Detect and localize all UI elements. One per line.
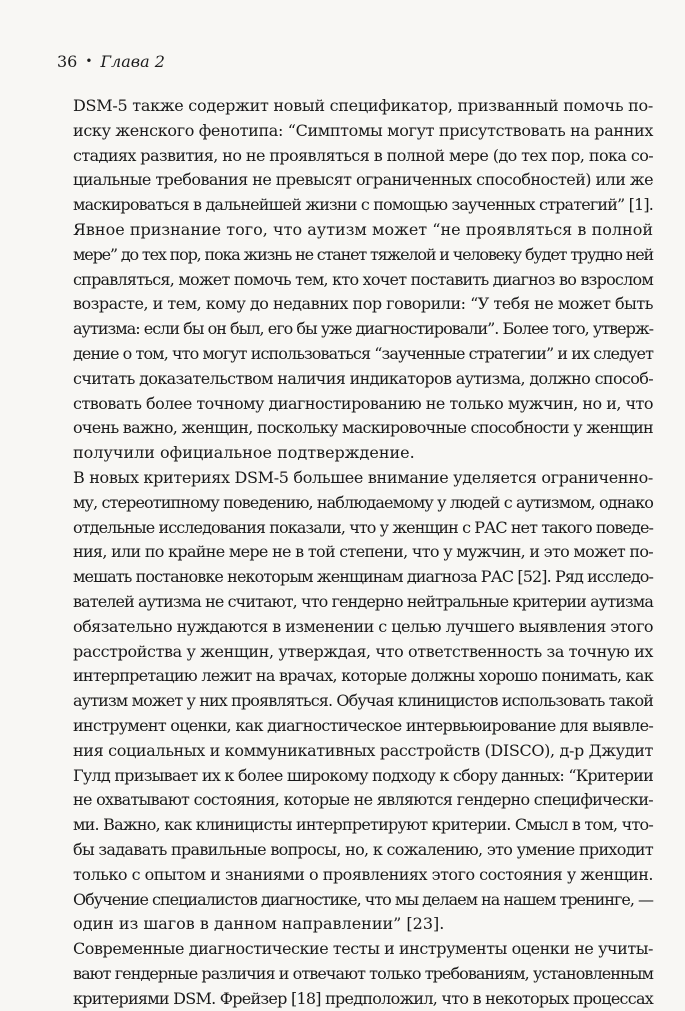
text-line: отдельные исследования показали, что у женщин с РАС нет такого поведе-	[73, 517, 653, 537]
text-line: DSM-5 также содержит новый спецификатор, призванный помочь по-	[73, 96, 654, 115]
text-line: аутизм может у них проявляться. Обучая клиницистов использовать такой	[73, 691, 653, 711]
chapter-title: Глава 2	[100, 52, 165, 71]
page-number: 36	[57, 52, 78, 71]
text-line: ния, или по крайне мере не в той степени, что у мужчин, и это может по-	[73, 542, 653, 562]
text-line: не охватывают состояния, которые не являются гендерно специфически-	[73, 790, 653, 810]
text-line: обязательно нуждаются в изменении с целью лучшего выявления этого	[73, 616, 653, 636]
text-line: аутизма: если бы он был, его бы уже диагностировали”. Более того, утверж-	[73, 319, 654, 339]
text-line: ния социальных и коммуникативных расстройств (DISCO), д-р Джудит	[73, 740, 653, 760]
text-line: интерпретацию лежит на врачах, которые должны хорошо понимать, как	[73, 666, 653, 686]
text-line: вателей аутизма не считают, что гендерно нейтральные критерии аутизма	[73, 591, 653, 611]
text-line: получили официальное подтверждение.	[73, 443, 415, 463]
text-line: Современные диагностические тесты и инструменты оценки не учиты-	[73, 939, 653, 959]
text-line: ми. Важно, как клиницисты интерпретируют критерии. Смысл в том, что-	[73, 815, 654, 835]
body-text	[73, 94, 653, 1011]
text-line: ствовать более точному диагностированию не только мужчин, но и, что	[73, 393, 653, 413]
text-line: расстройства у женщин, утверждая, что ответственность за точную их	[73, 641, 654, 661]
text-line: маскироваться в дальнейшей жизни с помощью заученных стратегий” [1].	[73, 195, 654, 215]
text-line: считать доказательством наличия индикаторов аутизма, должно способ-	[73, 368, 653, 388]
text-line: му, стереотипному поведению, наблюдаемому у людей с аутизмом, однако	[73, 492, 654, 512]
text-line: вают гендерные различия и отвечают только требованиям, установленным	[73, 963, 654, 983]
text-line: возрасте, и тем, кому до недавних пор говорили: “У тебя не может быть	[73, 294, 653, 314]
paragraph	[73, 94, 653, 218]
text-line: В новых критериях DSM-5 большее внимание уделяется ограниченно-	[73, 467, 653, 487]
text-line: дение о том, что могут использоваться “заученные стратегии” и их следует	[73, 343, 653, 363]
text-line: иску женского фенотипа: “Симптомы могут присутствовать на ранних	[73, 120, 653, 140]
header-bullet: •	[85, 54, 93, 68]
page-header	[57, 52, 165, 71]
text-line: критериями DSM. Фрейзер [18] предположил, что в некоторых процессах	[73, 988, 654, 1008]
text-line: мешать постановке некоторым женщинам диагноза РАС [52]. Ряд исследо-	[73, 567, 653, 587]
text-line: Обучение специалистов диагностике, что мы делаем на нашем тренинге, —	[73, 889, 654, 909]
text-line: только с опытом и знаниями о проявлениях этого состояния у женщин.	[73, 864, 654, 884]
text-line: Явное признание того, что аутизм может “не проявляться в полной	[73, 219, 653, 239]
text-line: очень важно, женщин, поскольку маскировочные способности у женщин	[73, 418, 653, 438]
text-line: справляться, может помочь тем, кто хочет поставить диагноз во взрослом	[73, 269, 654, 289]
text-line: один из шагов в данном направлении” [23].	[73, 914, 445, 934]
text-line: циальные требования не превысят ограниченных способностей) или же	[73, 170, 654, 190]
text-line: инструмент оценки, как диагностическое интервьюирование для выявле-	[73, 715, 653, 735]
paragraph	[73, 218, 653, 466]
text-line: мере” до тех пор, пока жизнь не станет тяжелой и человеку будет трудно ней	[73, 244, 654, 264]
text-line: бы задавать правильные вопросы, но, к сожалению, это умение приходит	[73, 839, 653, 859]
paragraph	[73, 466, 653, 937]
text-line: Гулд призывает их к более широкому подходу к сбору данных: “Критерии	[73, 765, 653, 785]
text-line: стадиях развития, но не проявляться в полной мере (до тех пор, пока со-	[73, 145, 654, 165]
